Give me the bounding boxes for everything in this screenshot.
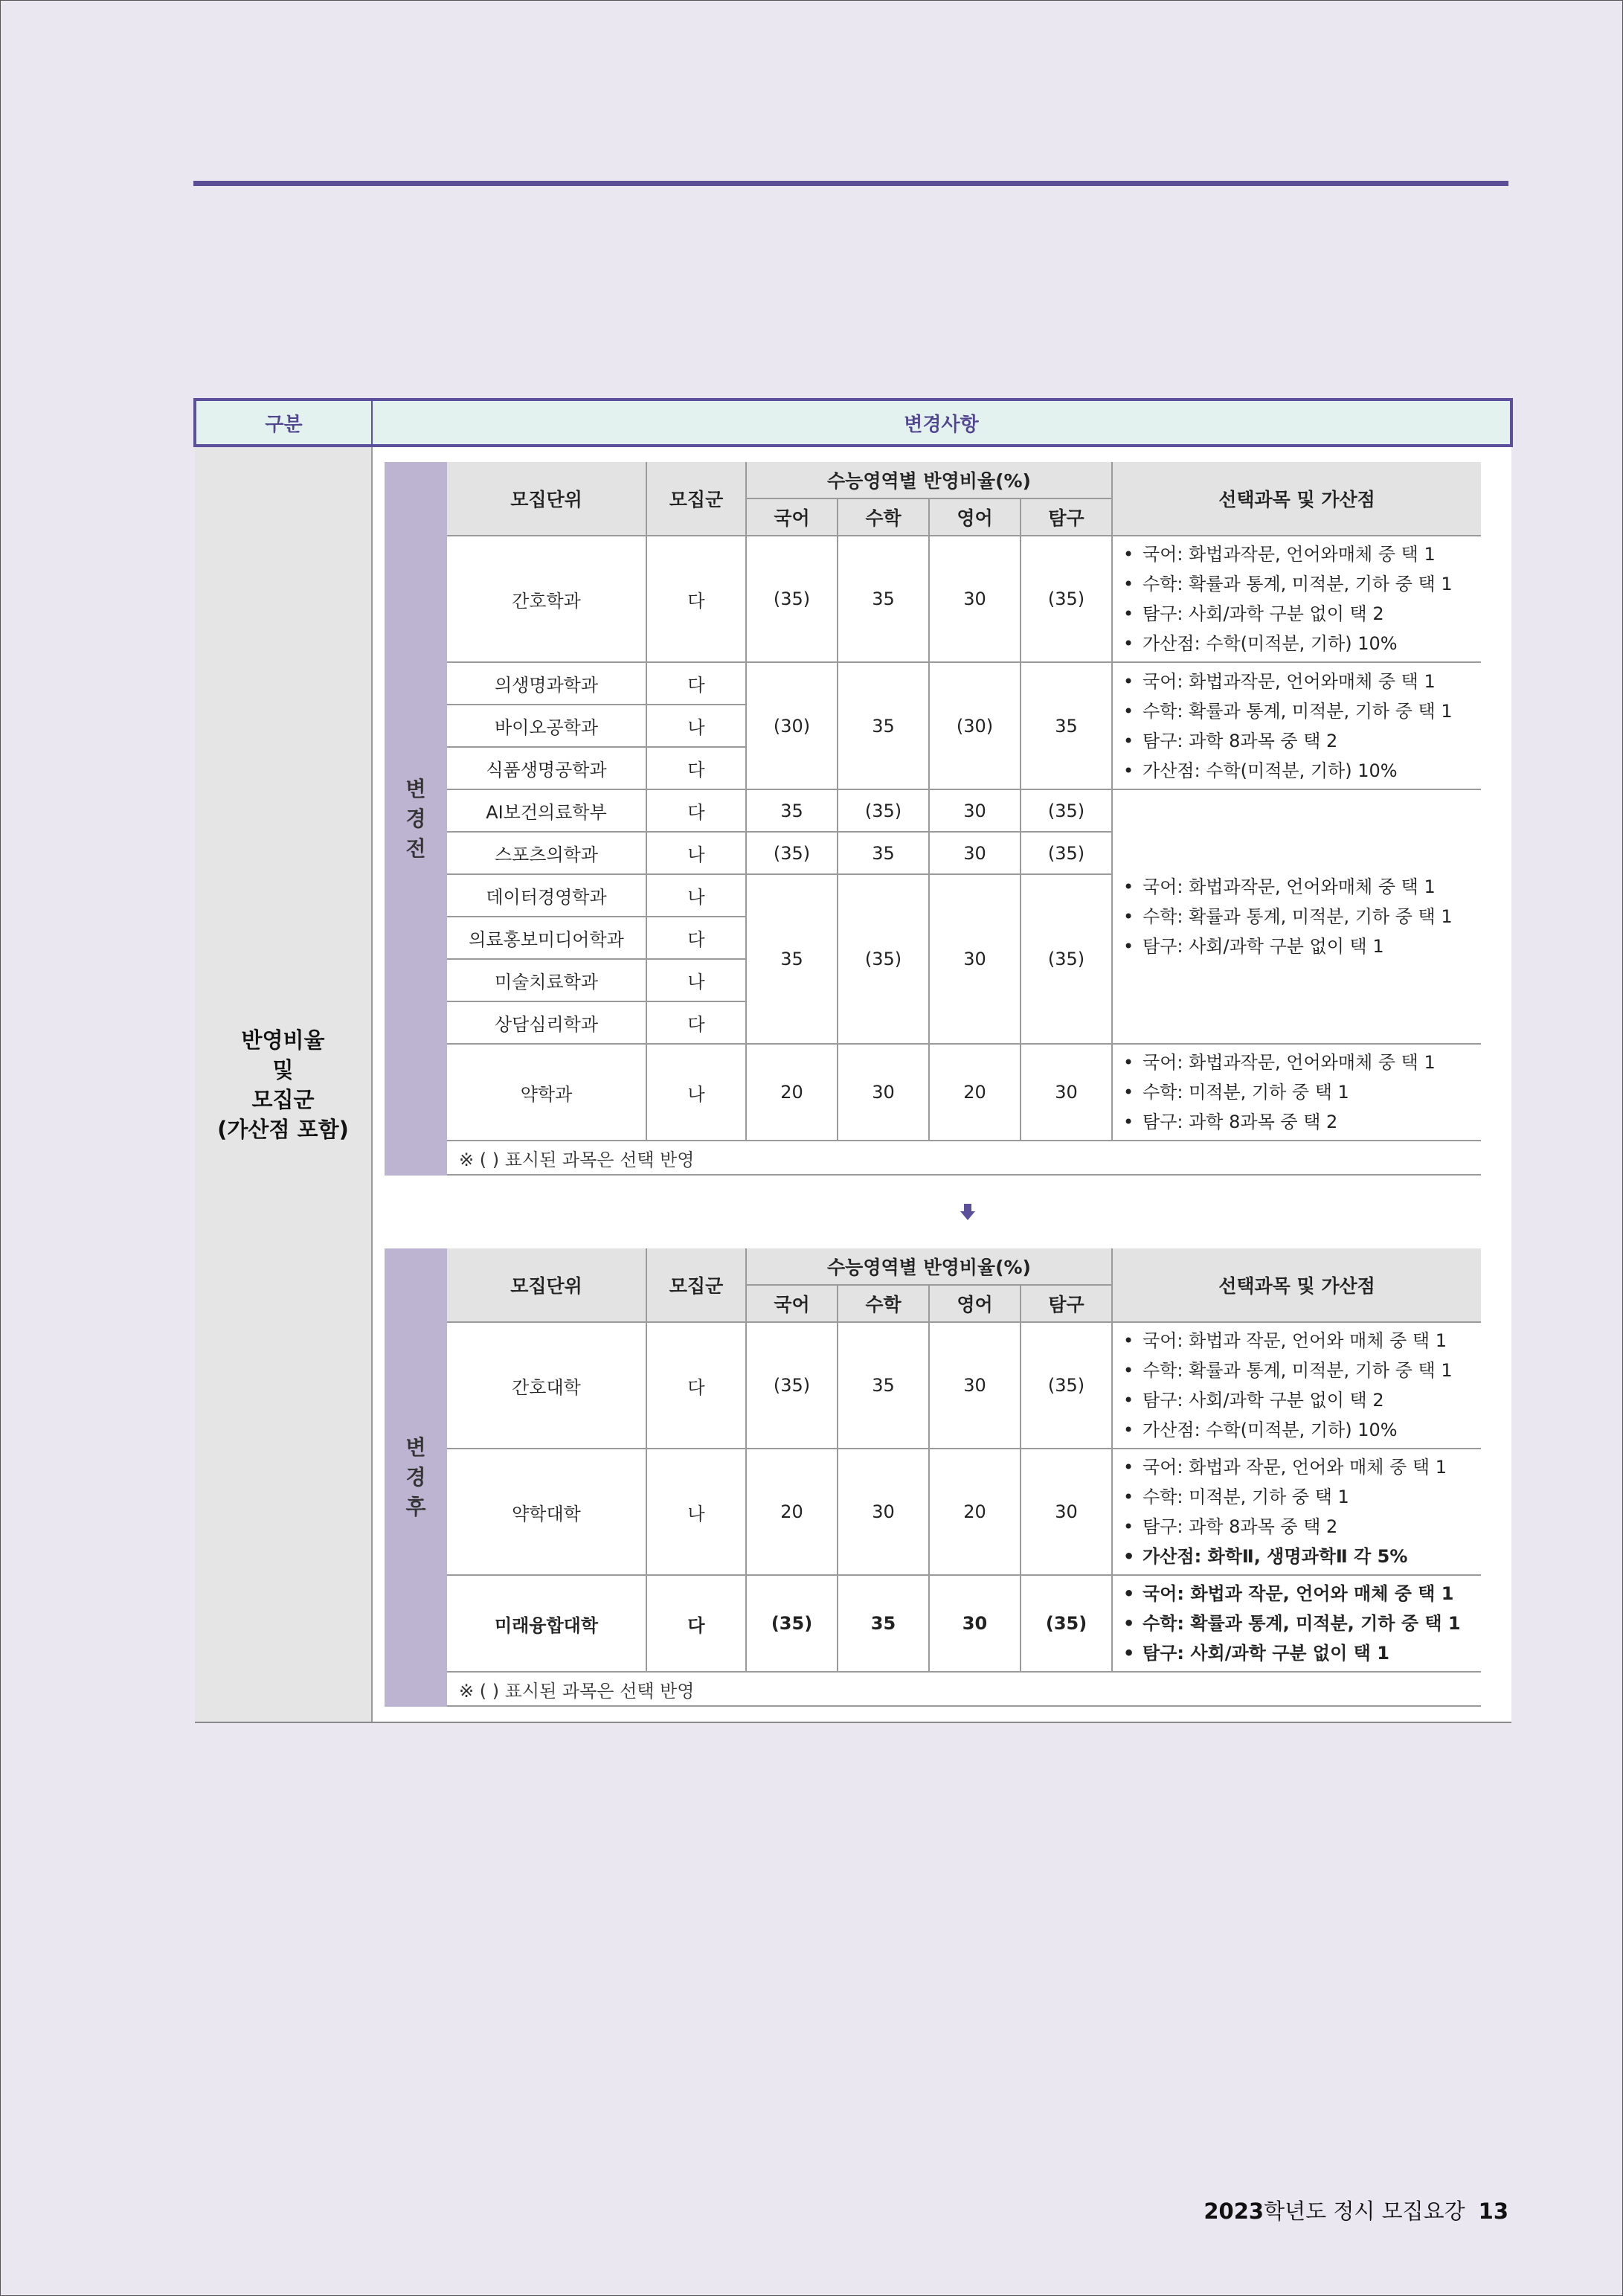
down-arrow-icon xyxy=(960,1204,975,1220)
selection-list: • 국어: 화법과작문, 언어와매체 중 택 1 • 수학: 미적분, 기하 중 택 1 • 탐구: 과학 8과목 중 택 2 xyxy=(1112,1044,1481,1141)
table-row: 식품생명공학과 다 xyxy=(447,747,1481,789)
col-eng: 영어 xyxy=(929,498,1021,536)
table-row: 간호학과 다 (35) 35 30 (35) • 국어: 화법과작문, 언어와매체 중 택 1 • 수학: 확률과 통계, 미적분, 기하 중 택 1 • 탐구: 사회/과학 구분 없이 택 2 • 가산점: 수학(미적분, 기하) 10% xyxy=(447,536,1481,662)
table-header xyxy=(195,400,1511,446)
col-ratio: 수능영역별 반영비율(%) xyxy=(746,462,1112,498)
col-kor: 국어 xyxy=(746,1285,838,1322)
table-row: 상담심리학과 다 xyxy=(447,1001,1481,1044)
col-unit: 모집단위 xyxy=(447,462,646,536)
col-ratio: 수능영역별 반영비율(%) xyxy=(746,1248,1112,1285)
after-note: ※ ( ) 표시된 과목은 선택 반영 xyxy=(447,1672,1481,1706)
table-row: 약학대학 나 20 30 20 30 • 국어: 화법과 작문, 언어와 매체 중 택 1 • 수학: 미적분, 기하 중 택 1 • 탐구: 과학 8과목 중 택 2 • 가산점: 화학Ⅱ, 생명과학Ⅱ 각 5% xyxy=(447,1449,1481,1575)
before-table xyxy=(447,462,1481,1176)
col-eng: 영어 xyxy=(929,1285,1021,1322)
table-row: 의료홍보미디어학과 다 xyxy=(447,917,1481,959)
col-inq: 탐구 xyxy=(1021,498,1112,536)
changes-content xyxy=(372,446,1511,1722)
selection-list: • 국어: 화법과 작문, 언어와 매체 중 택 1 • 수학: 확률과 통계, 미적분, 기하 중 택 1 • 탐구: 사회/과학 구분 없이 택 2 • 가산점: 수학(미적분, 기하) 10% xyxy=(1112,1322,1481,1449)
selection-list: • 국어: 화법과작문, 언어와매체 중 택 1 • 수학: 확률과 통계, 미적분, 기하 중 택 1 • 탐구: 사회/과학 구분 없이 택 2 • 가산점: 수학(미적분, 기하) 10% xyxy=(1112,536,1481,662)
col-group: 모집군 xyxy=(646,462,746,536)
selection-list: • 국어: 화법과작문, 언어와매체 중 택 1 • 수학: 확률과 통계, 미적분, 기하 중 택 1 • 탐구: 사회/과학 구분 없이 택 1 xyxy=(1112,789,1481,1044)
after-label: 변 경 후 xyxy=(385,1248,447,1707)
selection-list: • 국어: 화법과 작문, 언어와 매체 중 택 1 • 수학: 미적분, 기하 중 택 1 • 탐구: 과학 8과목 중 택 2 • 가산점: 화학Ⅱ, 생명과학Ⅱ 각 5% xyxy=(1112,1449,1481,1575)
table-row: 스포츠의학과 나 (35) 35 30 (35) xyxy=(447,832,1481,874)
table-row: 미래융합대학 다 (35) 35 30 (35) • 국어: 화법과 작문, 언어와 매체 중 택 1 • 수학: 확률과 통계, 미적분, 기하 중 택 1 • 탐구: 사회/과학 구분 없이 택 1 xyxy=(447,1575,1481,1672)
before-note: ※ ( ) 표시된 과목은 선택 반영 xyxy=(447,1141,1481,1175)
col-math: 수학 xyxy=(838,498,929,536)
col-selection: 선택과목 및 가산점 xyxy=(1112,1248,1481,1322)
page-footer xyxy=(1203,2195,1508,2225)
before-block xyxy=(385,462,1488,1176)
table-row: 미술치료학과 나 xyxy=(447,959,1481,1001)
page-number: 13 xyxy=(1478,2199,1508,2224)
top-rule xyxy=(193,181,1508,186)
changes-table xyxy=(193,398,1513,1723)
footer-year: 2023 xyxy=(1203,2199,1264,2224)
col-unit: 모집단위 xyxy=(447,1248,646,1322)
col-math: 수학 xyxy=(838,1285,929,1322)
table-row: 약학과 나 20 30 20 30 • 국어: 화법과작문, 언어와매체 중 택 1 • 수학: 미적분, 기하 중 택 1 • 탐구: 과학 8과목 중 택 2 xyxy=(447,1044,1481,1141)
table-row: AI보건의료학부 다 35 (35) 30 (35) • 국어: 화법과작문, 언어와매체 중 택 1 • 수학: 확률과 통계, 미적분, 기하 중 택 1 • 탐구: 사회/과학 구분 없이 택 1 xyxy=(447,789,1481,832)
selection-list: • 국어: 화법과작문, 언어와매체 중 택 1 • 수학: 확률과 통계, 미적분, 기하 중 택 1 • 탐구: 과학 8과목 중 택 2 • 가산점: 수학(미적분, 기하) 10% xyxy=(1112,662,1481,789)
after-table xyxy=(447,1248,1481,1707)
category-label: 반영비율 및 모집군 (가산점 포함) xyxy=(195,446,372,1722)
col-selection: 선택과목 및 가산점 xyxy=(1112,462,1481,536)
col-group: 모집군 xyxy=(646,1248,746,1322)
arrow-row xyxy=(385,1176,1488,1248)
table-row: 간호대학 다 (35) 35 30 (35) • 국어: 화법과 작문, 언어와 매체 중 택 1 • 수학: 확률과 통계, 미적분, 기하 중 택 1 • 탐구: 사회/과학 구분 없이 택 2 • 가산점: 수학(미적분, 기하) 10% xyxy=(447,1322,1481,1449)
footer-title: 학년도 정시 모집요강 xyxy=(1264,2199,1465,2224)
table-row: 데이터경영학과 나 35 (35) 30 (35) xyxy=(447,874,1481,917)
col-kor: 국어 xyxy=(746,498,838,536)
selection-list: • 국어: 화법과 작문, 언어와 매체 중 택 1 • 수학: 확률과 통계, 미적분, 기하 중 택 1 • 탐구: 사회/과학 구분 없이 택 1 xyxy=(1112,1575,1481,1672)
table-row: 의생명과학과 다 (30) 35 (30) 35 • 국어: 화법과작문, 언어와매체 중 택 1 • 수학: 확률과 통계, 미적분, 기하 중 택 1 • 탐구: 과학 8과목 중 택 2 • 가산점: 수학(미적분, 기하) 10% xyxy=(447,662,1481,705)
col-inq: 탐구 xyxy=(1021,1285,1112,1322)
after-block xyxy=(385,1248,1488,1707)
header-category: 구분 xyxy=(195,400,372,446)
table-row: 바이오공학과 나 xyxy=(447,705,1481,747)
before-label: 변 경 전 xyxy=(385,462,447,1176)
header-changes: 변경사항 xyxy=(372,400,1511,446)
